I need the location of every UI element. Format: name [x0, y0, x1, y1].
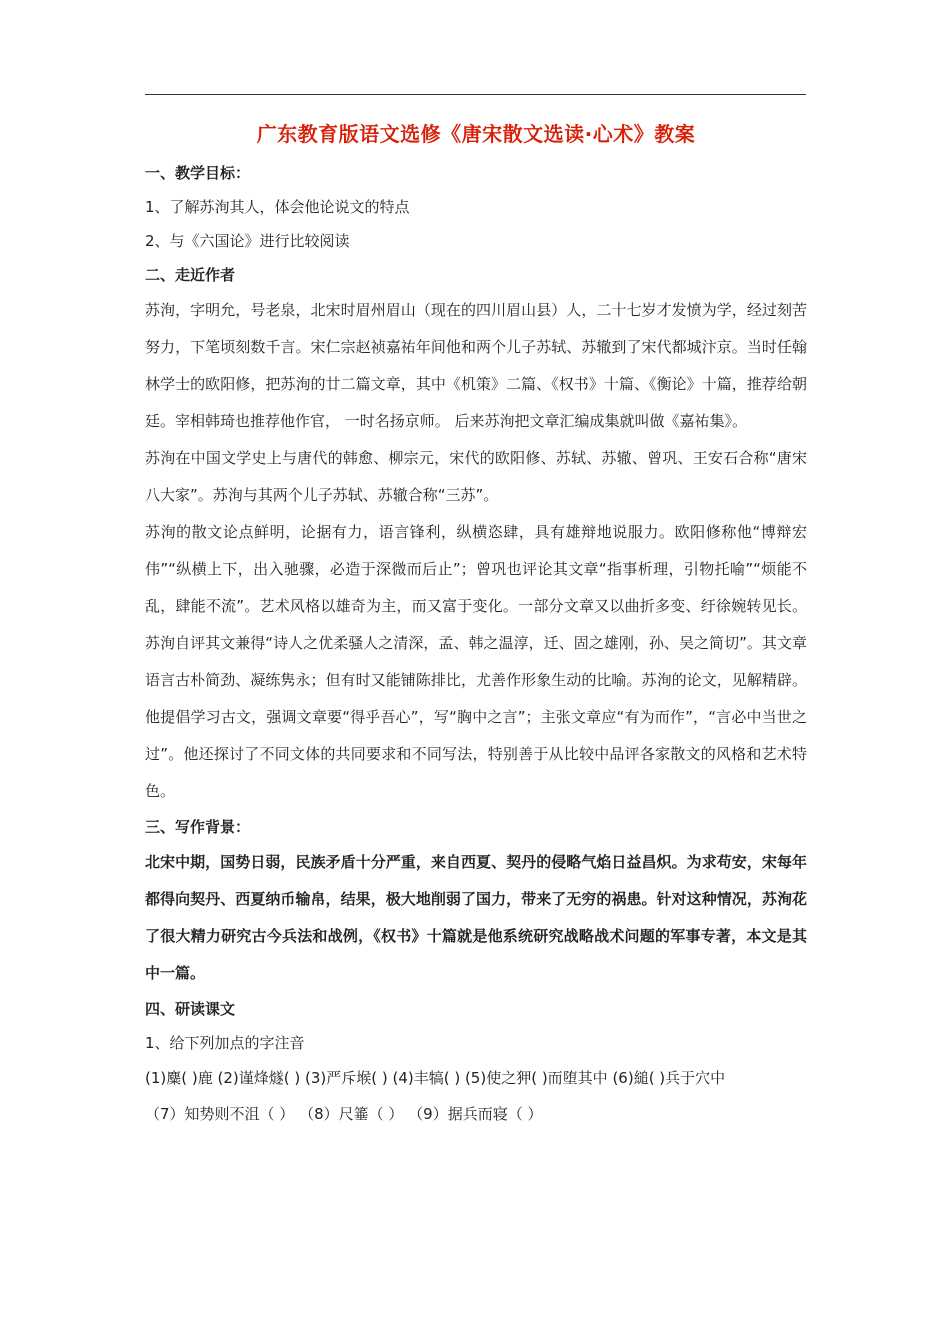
goal-item-2: 2、与《六国论》进行比较阅读: [145, 232, 350, 250]
goal-item-1: 1、了解苏洵其人，体会他论说文的特点: [145, 198, 410, 216]
author-paragraph-1: 苏洵，字明允，号老泉，北宋时眉州眉山（现在的四川眉山县）人，二十七岁才发愤为学，经过刻苦努力，下笔顷刻数千言。宋仁宗赵祯嘉祐年间他和两个儿子苏轼、苏辙到了宋代都城汴京。当时任翰林学士的欧阳修，把苏洵的廿二篇文章，其中《机策》二篇、《权书》十篇、《衡论》十篇，推荐给朝廷。宰相韩琦也推荐他作官， 一时名扬京师。 后来苏洵把文章汇编成集就叫做《嘉祐集》。: [145, 301, 807, 430]
document-body: [145, 110, 807, 1131]
header-rule: [145, 94, 806, 95]
reading-items-line-1: (1)麋( )鹿 (2)谨烽燧( ) (3)严斥堠( ) (4)丰犒( ) (5)使之狎( )而堕其中 (6)縋( )兵于穴中: [145, 1069, 726, 1087]
section-heading-reading: 四、研读课文: [145, 1000, 236, 1018]
background-paragraph: 北宋中期，国势日弱，民族矛盾十分严重，来自西夏、契丹的侵略气焰日益昌炽。为求苟安，宋每年都得向契丹、西夏纳币输帛，结果，极大地削弱了国力，带来了无穷的祸患。针对这种情况，苏洵花了很大精力研究古今兵法和战例，《权书》十篇就是他系统研究战略战术问题的军事专著，本文是其中一篇。: [145, 853, 807, 982]
document-title: 广东教育版语文选修《唐宋散文选读·心术》教案: [256, 122, 696, 146]
reading-items-line-2: （7）知势则不沮（ ） （8）尺箠（ ） （9）据兵而寝（ ）: [145, 1105, 543, 1123]
section-heading-background: 三、写作背景：: [145, 818, 251, 836]
author-paragraph-3: 苏洵的散文论点鲜明，论据有力，语言锋利，纵横恣肆，具有雄辩地说服力。欧阳修称他“博辩宏伟”“纵横上下，出入驰骤，必造于深微而后止”；曾巩也评论其文章“指事析理，引物托喻”“烦能不乱，肆能不流”。艺术风格以雄奇为主，而又富于变化。一部分文章又以曲折多变、纡徐婉转见长。苏洵自评其文兼得“诗人之优柔骚人之清深，孟、韩之温淳，迁、固之雄刚，孙、吴之简切”。其文章语言古朴简劲、凝练隽永；但有时又能铺陈排比，尤善作形象生动的比喻。苏洵的论文，见解精辟。他提倡学习古文，强调文章要“得乎吾心”，写“胸中之言”；主张文章应“有为而作”，“言必中当世之过”。他还探讨了不同文体的共同要求和不同写法，特别善于从比较中品评各家散文的风格和艺术特色。: [145, 523, 807, 800]
section-heading-goals: 一、教学目标：: [145, 164, 251, 182]
reading-question-1: 1、给下列加点的字注音: [145, 1034, 305, 1052]
section-heading-author: 二、走近作者: [145, 266, 236, 284]
author-paragraph-2: 苏洵在中国文学史上与唐代的韩愈、柳宗元，宋代的欧阳修、苏轼、苏辙、曾巩、王安石合称“唐宋八大家”。苏洵与其两个儿子苏轼、苏辙合称“三苏”。: [145, 449, 807, 504]
